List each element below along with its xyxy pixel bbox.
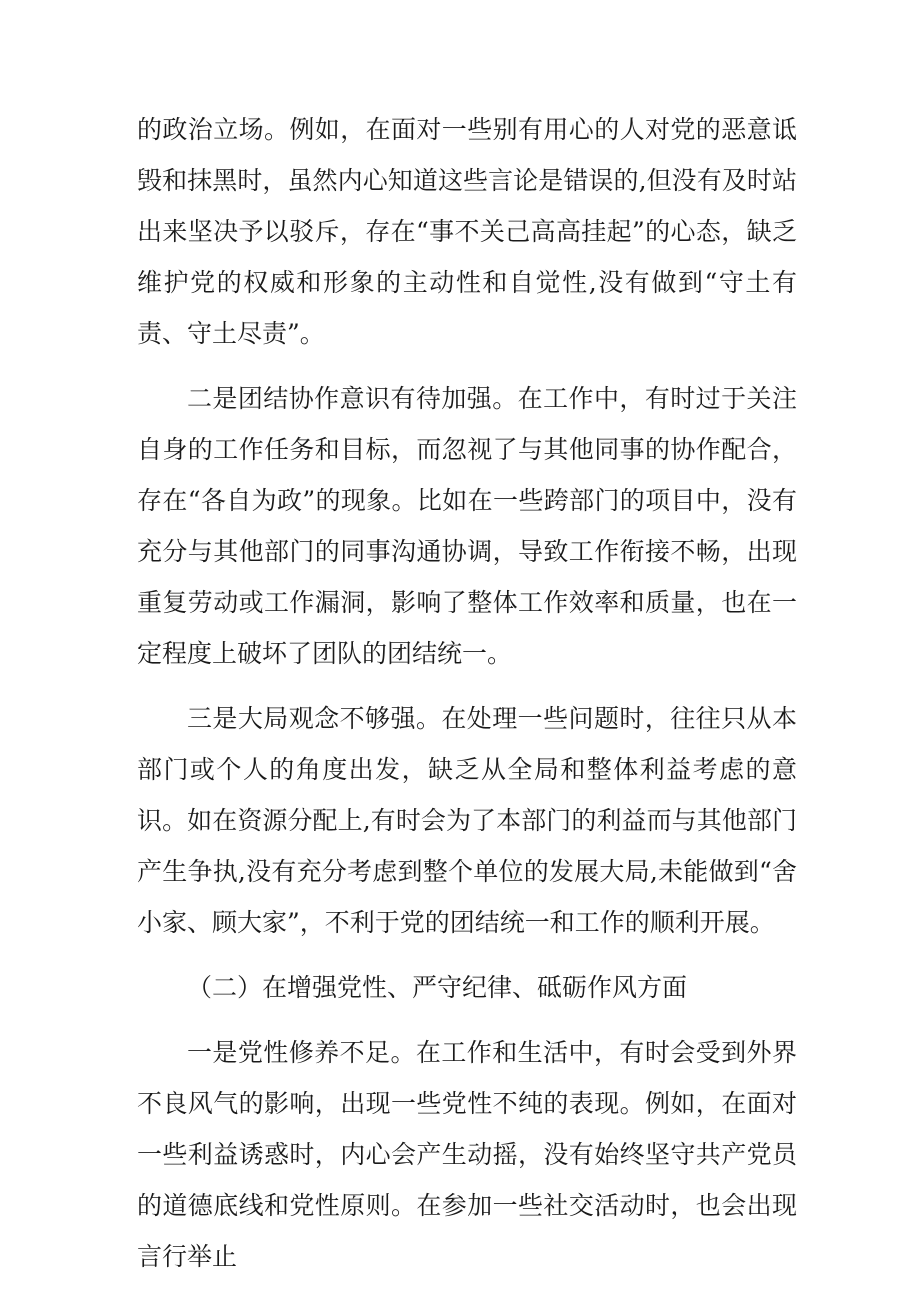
paragraph-party-cultivation: 一是党性修养不足。在工作和生活中，有时会受到外界不良风气的影响，出现一些党性不纯的表现。例如，在面对一些利益诱惑时，内心会产生动摇，没有始终坚守共产党员的道德底线和党性原则。在参加一些社交活动时，也会出现言行举止 (137, 1038, 797, 1271)
paragraph-overall-view: 三是大局观念不够强。在处理一些问题时，往往只从本部门或个人的角度出发，缺乏从全局和整体利益考虑的意识。如在资源分配上,有时会为了本部门的利益而与其他部门产生争执,没有充分考虑到整个单位的发展大局,未能做到“舍小家、顾大家”，不利于党的团结统一和工作的顺利开展。 (137, 704, 797, 937)
section-heading: （二）在增强党性、严守纪律、砥砺作风方面 (187, 973, 688, 1002)
document-page (137, 104, 797, 1296)
paragraph-continued: 的政治立场。例如，在面对一些别有用心的人对党的恶意诋毁和抹黑时，虽然内心知道这些言论是错误的,但没有及时站出来坚决予以驳斥，存在“事不关己高高挂起”的心态，缺乏维护党的权威和形象的主动性和自觉性,没有做到“守土有责、守土尽责”。 (137, 115, 797, 348)
paragraph-unity-cooperation: 二是团结协作意识有待加强。在工作中，有时过于关注自身的工作任务和目标，而忽视了与其他同事的协作配合，存在“各自为政”的现象。比如在一些跨部门的项目中，没有充分与其他部门的同事沟通协调，导致工作衔接不畅，出现重复劳动或工作漏洞，影响了整体工作效率和质量，也在一定程度上破坏了团队的团结统一。 (137, 384, 797, 668)
